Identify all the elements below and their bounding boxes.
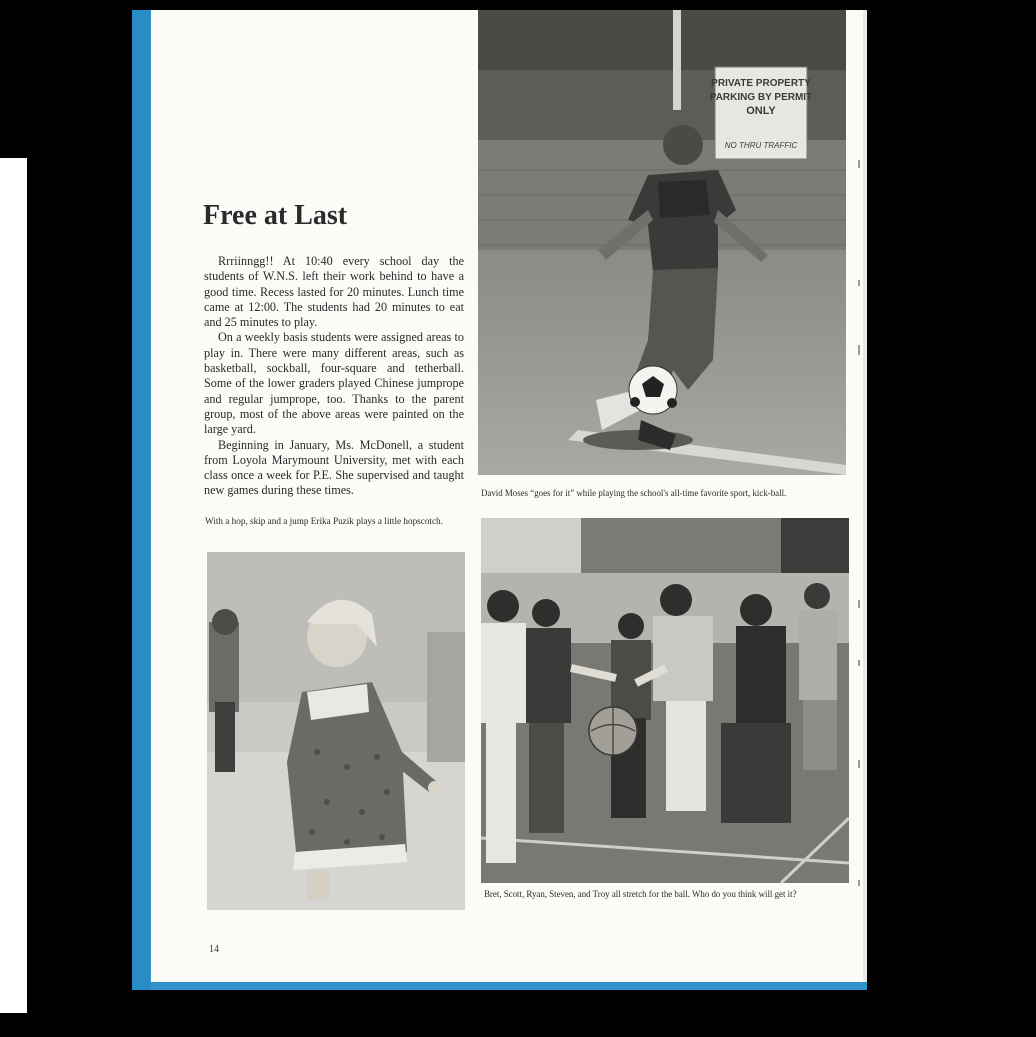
- article-paragraph: Beginning in January, Ms. McDonell, a student from Loyola Marymount University, met with each class once a week for P.E. She supervised and taught new games during these times.: [204, 437, 464, 498]
- page-title: Free at Last: [203, 200, 348, 231]
- kickball-caption: David Moses “goes for it” while playing the school's all-time favorite sport, kick-ball.: [481, 488, 787, 498]
- article-paragraph: Rrriinngg!! At 10:40 every school day the students of W.N.S. left their work behind to have a good time. Recess lasted for 20 minutes. Lunch time came at 12:00. The students had 20 minutes to eat and 25 minutes to play.: [204, 254, 464, 330]
- sign-line: PARKING BY PERMIT: [709, 92, 813, 103]
- scan-background-strip: [0, 158, 27, 1013]
- page-edge: [863, 10, 867, 982]
- sign-line: NO THRU TRAFFIC: [724, 141, 798, 150]
- sign-line: ONLY: [746, 105, 776, 117]
- hopscotch-caption: With a hop, skip and a jump Erika Puzik plays a little hopscotch.: [205, 516, 443, 526]
- kickball-photo: [478, 10, 846, 475]
- yearbook-page: [151, 10, 863, 982]
- sign-line: PRIVATE PROPERTY: [711, 78, 811, 89]
- book-spine: [132, 10, 150, 990]
- basketball-caption: Bret, Scott, Ryan, Steven, and Troy all stretch for the ball. Who do you think will get it?: [484, 889, 797, 899]
- basketball-photo: [481, 518, 849, 883]
- hopscotch-photo: [207, 552, 465, 910]
- article-paragraph: On a weekly basis students were assigned areas to play in. There were many different areas, such as basketball, sockball, four-square and tetherball. Some of the lower graders played Chinese jumprope and regular jumprope, too. Thanks to the parent group, most of the above areas were painted on the large yard.: [204, 330, 464, 437]
- page-edge-marks: [856, 40, 862, 940]
- article-body: [204, 254, 464, 499]
- cover-bottom-edge: [151, 982, 867, 988]
- page-number: 14: [209, 944, 219, 955]
